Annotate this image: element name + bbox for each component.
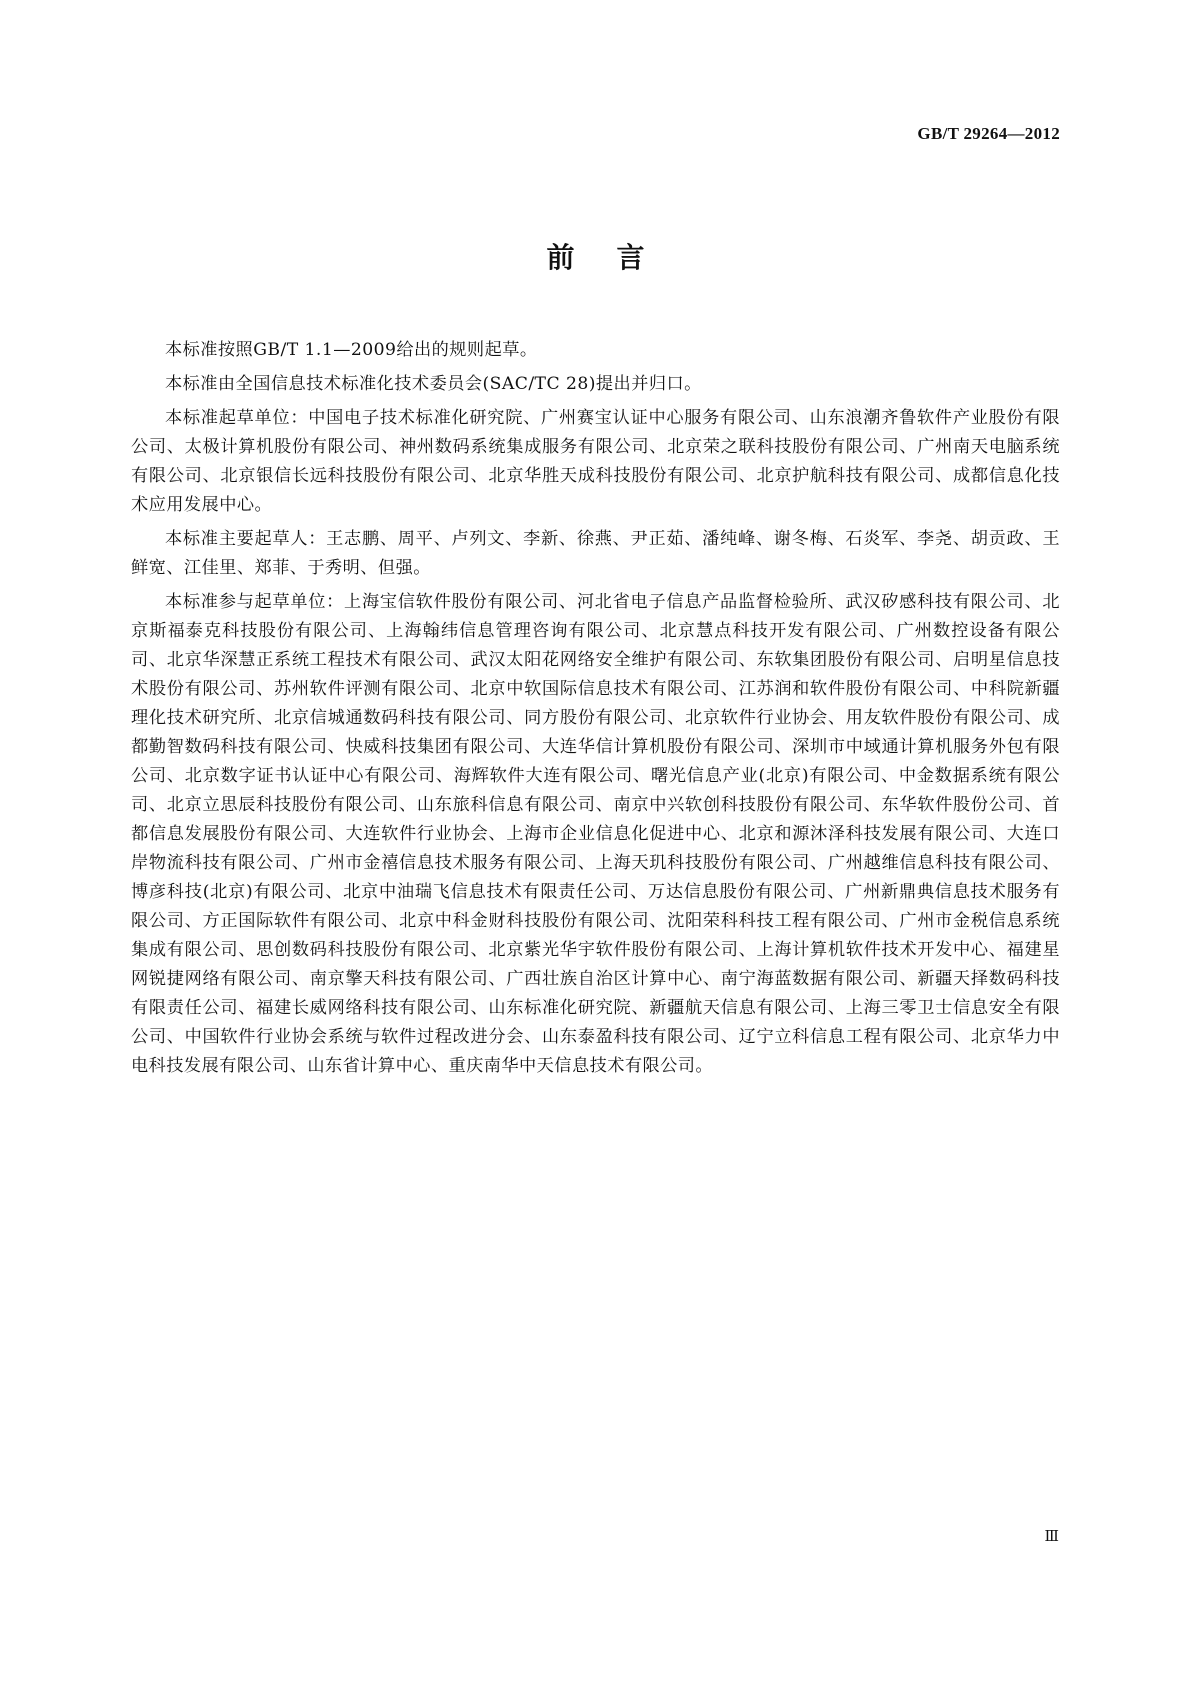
paragraph-drafting-units: 本标准起草单位：中国电子技术标准化研究院、广州赛宝认证中心服务有限公司、山东浪潮齐鲁软件产业股份有限公司、太极计算机股份有限公司、神州数码系统集成服务有限公司、北京荣之联科技股份有限公司、广州南天电脑系统有限公司、北京银信长远科技股份有限公司、北京华胜天成科技股份有限公司、北京护航科技有限公司、成都信息化技术应用发展中心。 <box>131 408 1060 515</box>
page-title: 前言 <box>546 241 687 274</box>
preface-body <box>131 336 1060 1086</box>
paragraph-main-drafters: 本标准主要起草人：王志鹏、周平、卢列文、李新、徐燕、尹正茹、潘纯峰、谢冬梅、石炎军、李尧、胡贡政、王鲜宽、江佳里、郑菲、于秀明、但强。 <box>131 529 1060 578</box>
paragraph-drafting-rules: 本标准按照GB/T 1.1—2009给出的规则起草。 <box>165 340 538 360</box>
standard-code: GB/T 29264—2012 <box>917 124 1060 143</box>
page-number: Ⅲ <box>1044 1529 1059 1545</box>
paragraph-proposer: 本标准由全国信息技术标准化技术委员会(SAC/TC 28)提出并归口。 <box>165 374 702 394</box>
paragraph-participating-units: 本标准参与起草单位：上海宝信软件股份有限公司、河北省电子信息产品监督检验所、武汉矽感科技有限公司、北京斯福泰克科技股份有限公司、上海翰纬信息管理咨询有限公司、北京慧点科技开发有限公司、广州数控设备有限公司、北京华深慧正系统工程技术有限公司、武汉太阳花网络安全维护有限公司、东软集团股份有限公司、启明星信息技术股份有限公司、苏州软件评测有限公司、北京中软国际信息技术有限公司、江苏润和软件股份有限公司、中科院新疆理化技术研究所、北京信城通数码科技有限公司、同方股份有限公司、北京软件行业协会、用友软件股份有限公司、成都勤智数码科技有限公司、快威科技集团有限公司、大连华信计算机股份有限公司、深圳市中域通计算机服务外包有限公司、北京数字证书认证中心有限公司、海辉软件大连有限公司、曙光信息产业(北京)有限公司、中金数据系统有限公司、北京立思辰科技股份有限公司、山东旅科信息有限公司、南京中兴软创科技股份有限公司、东华软件股份公司、首都信息发展股份有限公司、大连软件行业协会、上海市企业信息化促进中心、北京和源沐泽科技发展有限公司、大连口岸物流科技有限公司、广州市金禧信息技术服务有限公司、上海天玑科技股份有限公司、广州越维信息科技有限公司、博彦科技(北京)有限公司、北京中油瑞飞信息技术有限责任公司、万达信息股份有限公司、广州新鼎典信息技术服务有限公司、方正国际软件有限公司、北京中科金财科技股份有限公司、沈阳荣科科技工程有限公司、广州市金税信息系统集成有限公司、思创数码科技股份有限公司、北京紫光华宇软件股份有限公司、上海计算机软件技术开发中心、福建星网锐捷网络有限公司、南京擎天科技有限公司、广西壮族自治区计算中心、南宁海蓝数据有限公司、新疆天择数码科技有限责任公司、福建长威网络科技有限公司、山东标准化研究院、新疆航天信息有限公司、上海三零卫士信息安全有限公司、中国软件行业协会系统与软件过程改进分会、山东泰盈科技有限公司、辽宁立科信息工程有限公司、北京华力中电科技发展有限公司、山东省计算中心、重庆南华中天信息技术有限公司。 <box>131 592 1060 1076</box>
